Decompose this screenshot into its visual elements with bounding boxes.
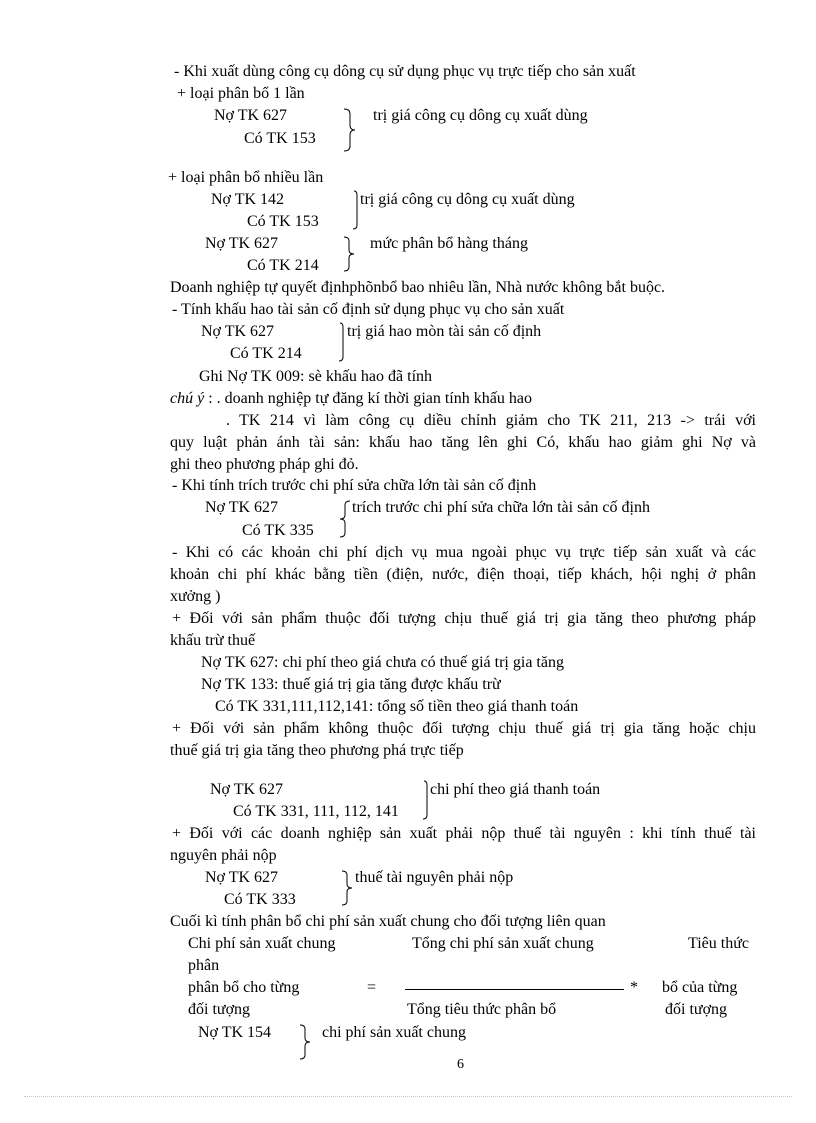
text-line: - Tính khấu hao tài sản cố định sử dụng phục vụ cho sản xuất [172, 301, 565, 318]
credit-entry: Có TK 333 [224, 891, 296, 908]
formula-numerator: Tổng chi phí sản xuất chung [412, 935, 594, 952]
text-line: ghi theo phương pháp ghi đỏ. [170, 456, 359, 473]
text-line: + loại phân bổ nhiều lần [168, 169, 324, 186]
text-line: khấu trừ thuế [170, 632, 256, 649]
credit-entry: Có TK 335 [242, 522, 314, 539]
entry-description: trị giá hao mòn tài sản cố định [347, 323, 542, 340]
text-line: - Khi xuất dùng công cụ dông cụ sử dụng phục vụ trực tiếp cho sản xuất [174, 63, 636, 80]
note-line [170, 389, 532, 409]
entry-description: mức phân bổ hàng tháng [370, 235, 528, 252]
debit-entry: Nợ TK 627 [205, 869, 279, 886]
text-line: + Đối với sản phẩm thuộc đối tượng chịu thuế giá trị gia tăng theo phương pháp [172, 610, 756, 627]
text-line: . TK 214 vì làm công cụ diều chỉnh giảm cho TK 211, 213 -> trái với [226, 412, 756, 429]
debit-entry: Nợ TK 627 [210, 781, 284, 798]
formula-label: đối tượng [188, 1001, 251, 1018]
note-label: chú ý [170, 390, 205, 407]
entry-description: trị giá công cụ dông cụ xuất dùng [360, 191, 575, 208]
curly-brace [298, 1024, 312, 1060]
debit-entry: Nợ TK 627 [205, 499, 279, 516]
fraction-bar [405, 989, 624, 990]
formula-label: Chi phí sản xuất chung [188, 935, 336, 952]
formula-denominator: Tổng tiêu thức phân bổ [407, 1001, 557, 1018]
debit-entry: Nợ TK 627 [214, 107, 288, 124]
credit-entry: Có TK 153 [244, 130, 316, 147]
text-line: - Khi tính trích trước chi phí sửa chữa lớn tài sản cố định [172, 477, 537, 494]
credit-entry: Có TK 153 [247, 213, 319, 230]
entry-description: chi phí theo giá thanh toán [430, 781, 601, 798]
debit-entry: Nợ TK 627 [201, 323, 275, 340]
text-line: Ghi Nợ TK 009: sè khấu hao đã tính [199, 368, 433, 385]
text-line: + Đối với các doanh nghiệp sản xuất phải nộp thuế tài nguyên : khi tính thuế tài [172, 825, 756, 842]
text-line: + loại phân bổ 1 lần [177, 85, 305, 102]
formula-label: phân [188, 957, 220, 974]
curly-brace [342, 236, 356, 272]
curly-brace [338, 322, 348, 362]
note-text: : . doanh nghiệp tự đăng kí thời gian tính khấu hao [208, 390, 532, 407]
text-line: khoản chi phí khác bằng tiền (điện, nước, điện thoại, tiếp khách, hội nghị ở phân [170, 566, 756, 583]
text-line: Cuối kì tính phân bổ chi phí sản xuất chung cho đối tượng liên quan [170, 913, 606, 930]
debit-entry: Nợ TK 133: thuế giá trị gia tăng được khấu trừ [201, 676, 501, 693]
equals-sign: = [367, 979, 377, 996]
formula-label: phân bổ cho từng [188, 979, 300, 996]
debit-entry: Nợ TK 142 [211, 191, 285, 208]
curly-brace [422, 780, 432, 820]
curly-brace [340, 870, 354, 906]
debit-entry: Nợ TK 627: chi phí theo giá chưa có thuế giá trị gia tăng [201, 654, 564, 671]
curly-brace [352, 190, 362, 230]
text-line: thuế giá trị gia tăng theo phương phá trực tiếp [170, 742, 464, 759]
curly-brace [338, 500, 352, 538]
text-line: quy luật phản ánh tài sản: khấu hao tăng lên ghi Có, khấu hao giảm ghi Nợ và [170, 434, 756, 451]
curly-brace [342, 108, 356, 152]
formula-label: Tiêu thức [688, 935, 749, 952]
entry-description: trị giá công cụ dông cụ xuất dùng [373, 107, 588, 124]
entry-description: chi phí sản xuất chung [322, 1024, 466, 1041]
text-line: Doanh nghiệp tự quyết địnhphõnbổ bao nhiêu lần, Nhà nước không bắt buộc. [170, 279, 666, 296]
page-divider [24, 1096, 792, 1097]
multiply-sign: * [630, 979, 638, 996]
formula-label: đối tượng [665, 1001, 728, 1018]
entry-description: trích trước chi phí sửa chữa lớn tài sản cố định [352, 499, 650, 516]
text-line: xưởng ) [170, 588, 221, 605]
text-line: + Đối với sản phẩm không thuộc đối tượng chịu thuế giá trị gia tăng hoặc chịu [172, 720, 756, 737]
debit-entry: Nợ TK 627 [205, 235, 279, 252]
credit-entry: Có TK 331, 111, 112, 141 [233, 803, 399, 820]
debit-entry: Nợ TK 154 [198, 1024, 272, 1041]
credit-entry: Có TK 214 [230, 345, 302, 362]
page-number: 6 [457, 1057, 464, 1072]
text-line: nguyên phải nộp [170, 847, 277, 864]
credit-entry: Có TK 331,111,112,141: tổng số tiền theo giá thanh toán [215, 698, 579, 715]
credit-entry: Có TK 214 [247, 257, 319, 274]
text-line: - Khi có các khoản chi phí dịch vụ mua ngoài phục vụ trực tiếp sản xuất và các [172, 544, 756, 561]
formula-label: bổ của từng [662, 979, 738, 996]
entry-description: thuế tài nguyên phải nộp [355, 869, 514, 886]
